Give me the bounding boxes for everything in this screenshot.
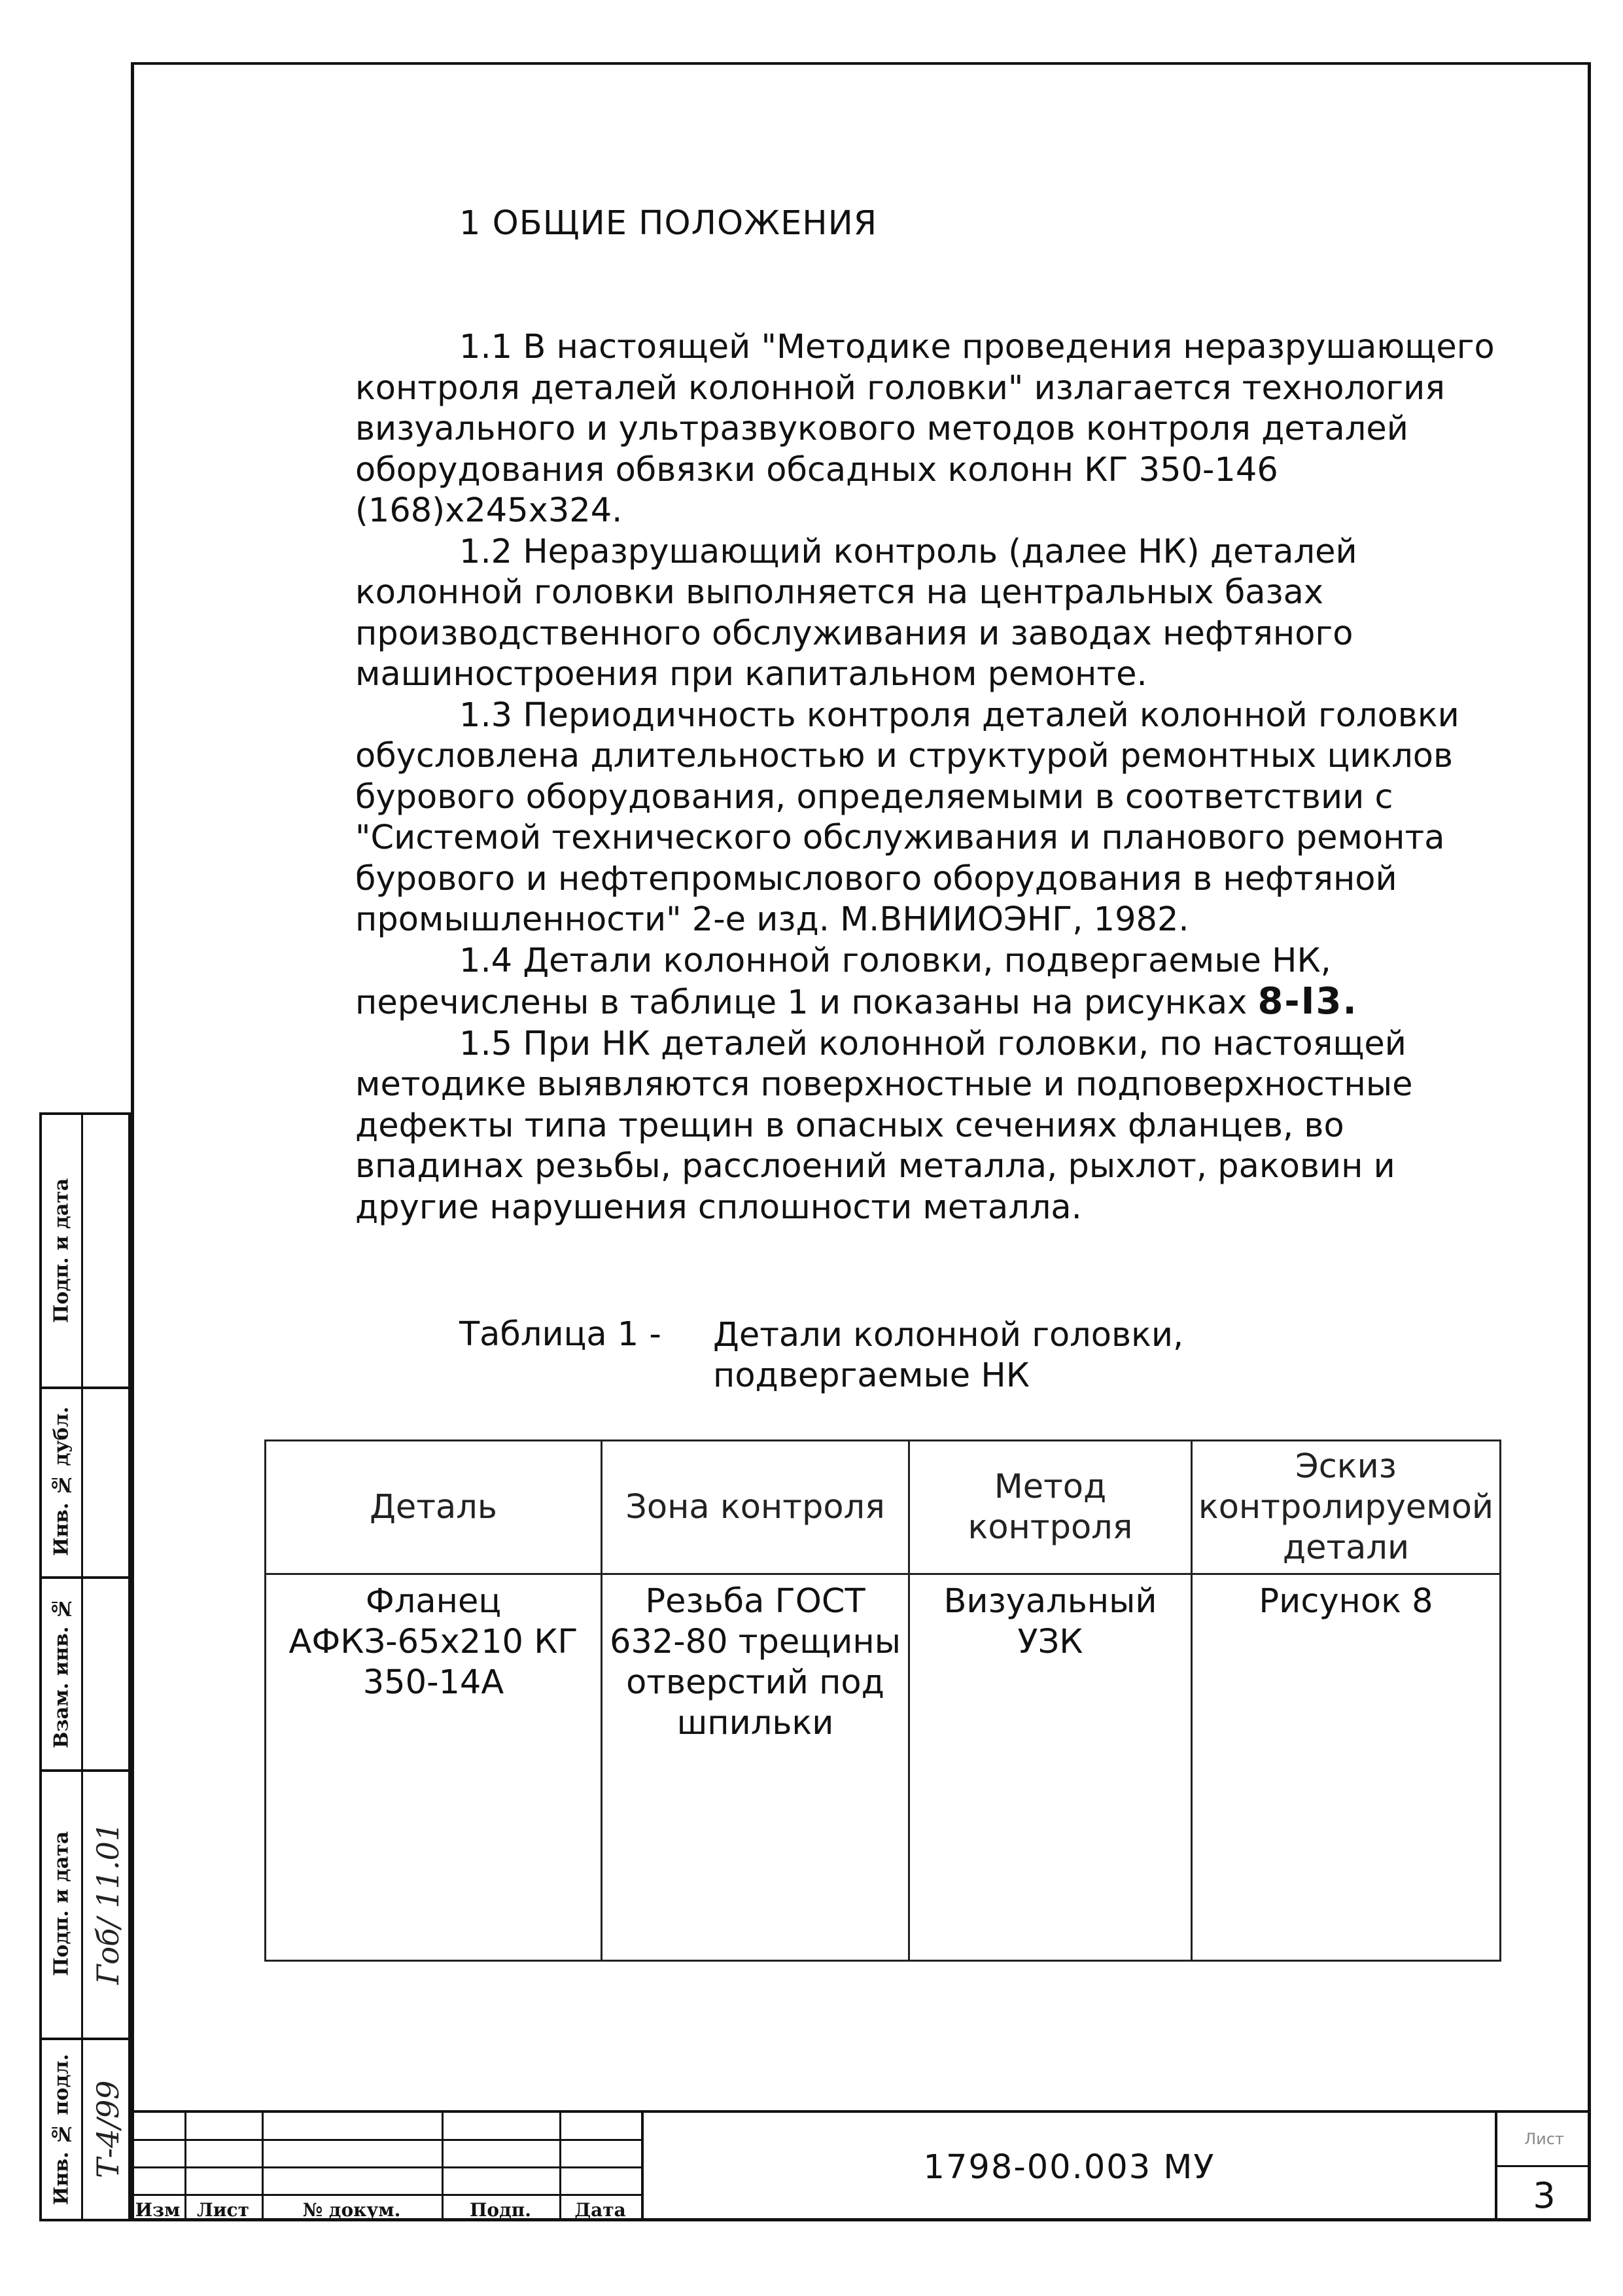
paragraph-1-4 (355, 941, 1497, 1024)
handwritten-signature-date: Гоб/ 11.01 (90, 1822, 126, 1985)
label-sheet: Лист (197, 2199, 249, 2221)
handwritten-inventory-number: Т-4/99 (90, 2080, 126, 2179)
header-detail: Деталь (266, 1441, 602, 1574)
paragraph-1-2: 1.2 Неразрушающий контроль (далее НК) деталей колонной головки выполняется на центральных базах производственного обслуживания и заводах нефтяного машиностроения при капитальном ремонте. (355, 532, 1357, 694)
margin-stamp (39, 1112, 131, 2221)
revision-grid (131, 2113, 641, 2221)
revision-grid-line (131, 2166, 641, 2168)
stamp-label-sign-date-2: Подп. и дата (50, 1178, 73, 1324)
figure-reference: 8-I3. (1257, 980, 1358, 1023)
label-date: Дата (574, 2199, 626, 2221)
sheet-label: Лист (1524, 2130, 1564, 2148)
cell-detail: Фланец АФКЗ-65х210 КГ 350-14А (266, 1574, 602, 1961)
margin-stamp-divider (81, 1115, 83, 2219)
section-heading: 1 ОБЩИЕ ПОЛОЖЕНИЯ (459, 204, 878, 243)
cell-control-method: Визуальный УЗК (909, 1574, 1192, 1961)
table-row (266, 1574, 1501, 1961)
sheet-number: 3 (1533, 2175, 1556, 2216)
table-header-row (266, 1441, 1501, 1574)
paragraph-1-3: 1.3 Периодичность контроля деталей колонной головки обусловлена длительностью и структурой ремонтных циклов бурового оборудования, определяемыми в соответствии с "Системой технического обслуживания и планового ремонта бурового и нефтепромыслового оборудования в нефтяной промышленности" 2-е изд. М.ВНИИОЭНГ, 1982. (355, 696, 1459, 939)
stamp-label-sign-date-1: Подп. и дата (50, 1831, 73, 1976)
cell-control-zone: Резьба ГОСТ 632-80 трещины отверстий под шпильки (602, 1574, 909, 1961)
table-caption-label: Таблица 1 - (459, 1315, 661, 1354)
stamp-label-replace-inv: Взам. инв. № (50, 1597, 73, 1749)
document-code: 1798-00.003 МУ (923, 2147, 1215, 2187)
cell-sketch: Рисунок 8 (1192, 1574, 1501, 1961)
paragraph-1-5: 1.5 При НК деталей колонной головки, по настоящей методике выявляются поверхностные и подповерхностные дефекты типа трещин в опасных сечениях фланцев, во впадинах резьбы, расслоений металла, рыхлот, раковин и другие нарушения сплошности металла. (355, 1024, 1413, 1227)
revision-grid-line (131, 2194, 641, 2196)
revision-grid-line (131, 2139, 641, 2141)
paragraph-1-4-text: 1.4 Детали колонной головки, подвергаемые НК, перечислены в таблице 1 и показаны на рисунках (355, 941, 1331, 1022)
table-caption-title: Детали колонной головки, подвергаемые НК (713, 1316, 1184, 1395)
parts-table (264, 1439, 1501, 1962)
label-signature: Подп. (469, 2199, 532, 2221)
header-sketch: Эскиз контролируемой детали (1192, 1441, 1501, 1574)
label-revision: Изм (135, 2199, 181, 2221)
header-control-zone: Зона контроля (602, 1441, 909, 1574)
body-text (355, 327, 1497, 1228)
label-document-number: № докум. (302, 2199, 401, 2221)
title-block (131, 2110, 1591, 2221)
header-control-method: Метод контроля (909, 1441, 1192, 1574)
stamp-label-inv-orig: Инв. № подл. (50, 2053, 73, 2206)
paragraph-1-1: 1.1 В настоящей "Методике проведения неразрушающего контроля деталей колонной головки" излагается технология визуального и ультразвукового методов контроля деталей оборудования обвязки обсадных колонн КГ 350-146 (168)x245x324. (355, 328, 1495, 530)
stamp-label-dup-inv: Инв. № дубл. (50, 1406, 73, 1557)
